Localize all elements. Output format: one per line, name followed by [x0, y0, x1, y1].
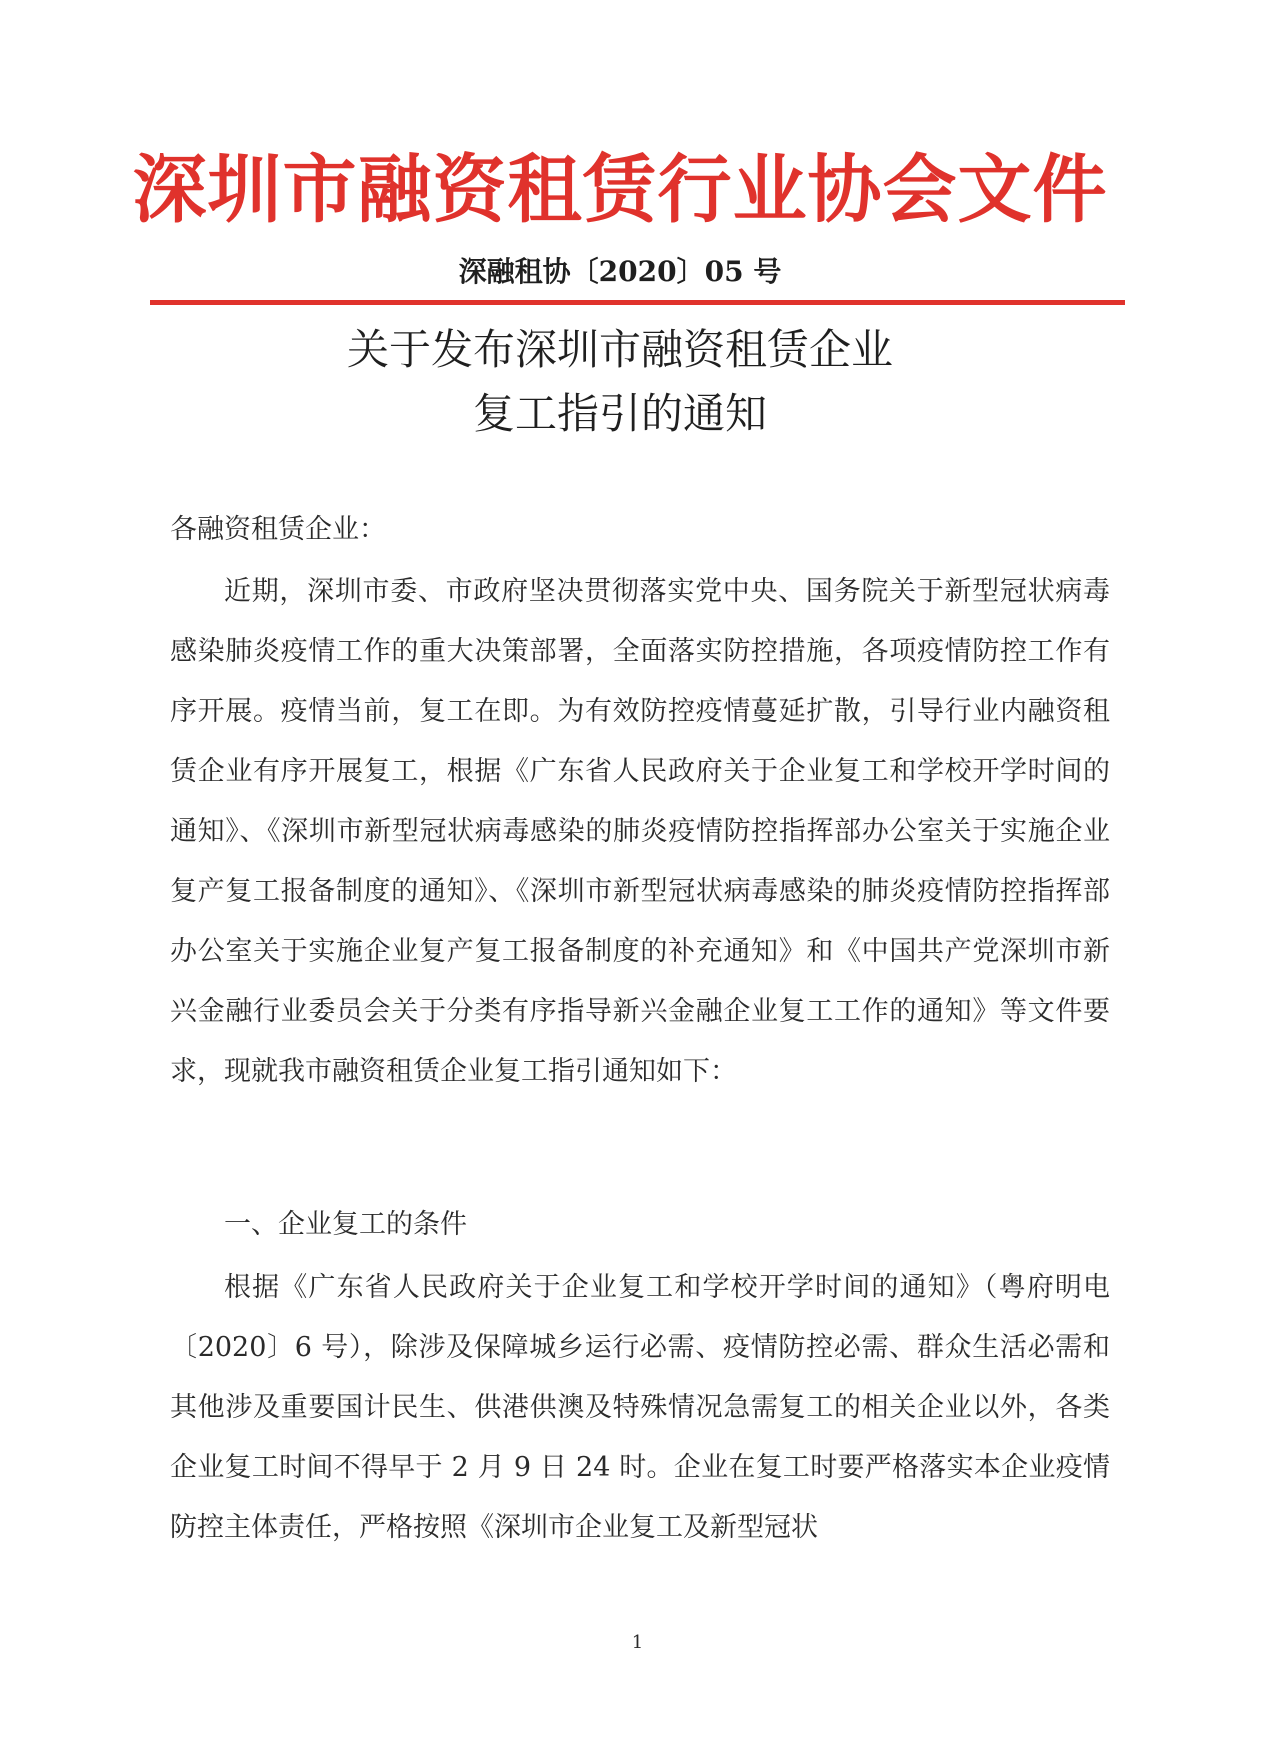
masthead-title: 深圳市融资租赁行业协会文件: [132, 147, 1108, 233]
notice-title-line1: 关于发布深圳市融资租赁企业: [346, 325, 893, 374]
body-paragraph-1: 近期，深圳市委、市政府坚决贯彻落实党中央、国务院关于新型冠状病毒感染肺炎疫情工作的重大决策部署，全面落实防控措施，各项疫情防控工作有序开展。疫情当前，复工在即。为有效防控疫情蔓延扩散，引导行业内融资租赁企业有序开展复工，根据《广东省人民政府关于企业复工和学校开学时间的通知》、《深圳市新型冠状病毒感染的肺炎疫情防控指挥部办公室关于实施企业复产复工报备制度的通知》、《深圳市新型冠状病毒感染的肺炎疫情防控指挥部办公室关于实施企业复产复工报备制度的补充通知》和《中国共产党深圳市新兴金融行业委员会关于分类有序指导新兴金融企业复工工作的通知》等文件要求，现就我市融资租赁企业复工指引通知如下：: [170, 576, 1110, 1087]
salutation: 各融资租赁企业：: [170, 514, 386, 545]
body-paragraph-2: 根据《广东省人民政府关于企业复工和学校开学时间的通知》（粤府明电〔2020〕6 号），除涉及保障城乡运行必需、疫情防控必需、群众生活必需和其他涉及重要国计民生、供港供澳及特殊情况急需复工的相关企业以外，各类企业复工时间不得早于 2 月 9 日 24 时。企业在复工时要严格落实本企业疫情防控主体责任，严格按照《深圳市企业复工及新型冠状: [170, 1272, 1110, 1543]
notice-title: [120, 318, 1120, 446]
section-heading-1: 一、企业复工的条件: [224, 1209, 467, 1240]
page-number: 1: [631, 1632, 644, 1653]
document-number: 深融租协〔2020〕05 号: [458, 255, 782, 288]
red-divider-rule: [150, 300, 1125, 305]
notice-title-line2: 复工指引的通知: [472, 389, 767, 438]
